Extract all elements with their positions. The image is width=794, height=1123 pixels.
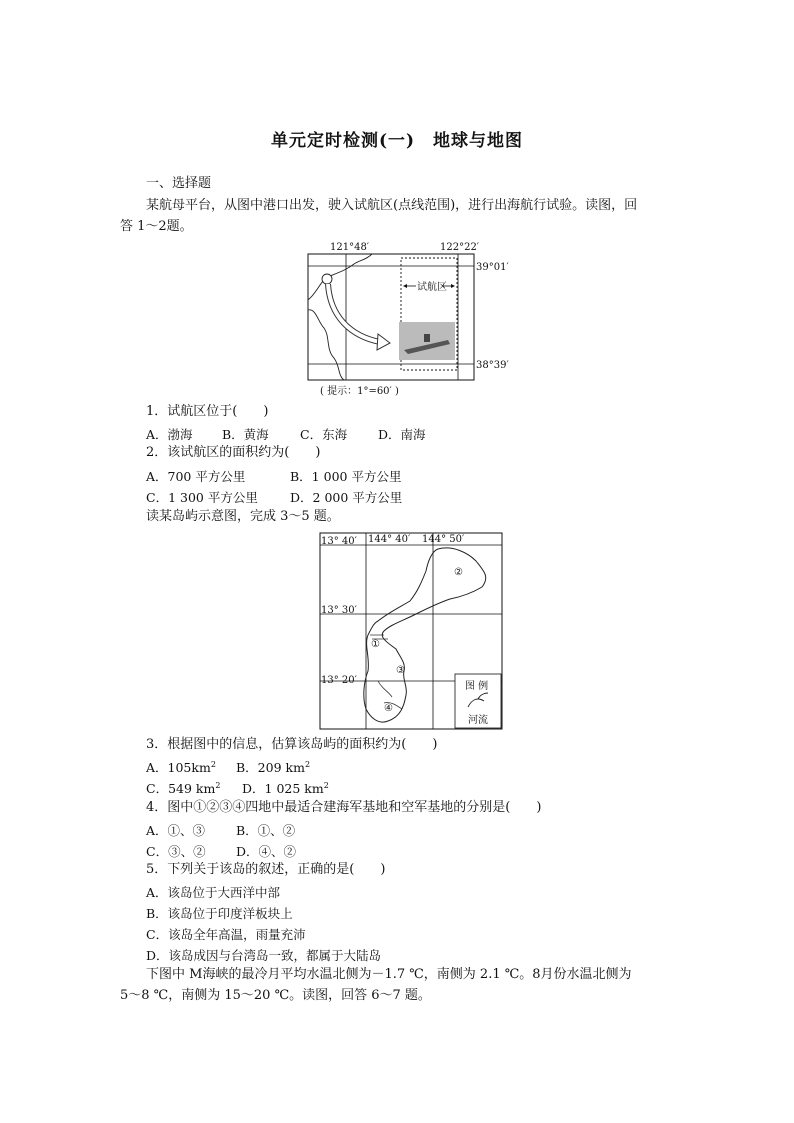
page-title: 单元定时检测(一) 地球与地图	[270, 131, 524, 151]
option-4c[interactable]: C．③、②	[146, 844, 206, 859]
lon-label-left: 121°48′	[330, 242, 370, 253]
option-4a[interactable]: A．①、③	[146, 823, 206, 838]
option-1d[interactable]: D．南海	[378, 427, 426, 442]
lat-label-top: 39°01′	[476, 262, 509, 273]
question-4: 4．图中①②③④四地中最适合建海军基地和空军基地的分别是( )	[146, 800, 542, 815]
section-heading: 一、选择题	[146, 176, 212, 191]
option-4d[interactable]: D．④、②	[236, 844, 297, 859]
intro-text: 下图中 M海峡的最冷月平均水温北侧为－1.7 ℃，南侧为 2.1 ℃。8月份水温北侧为	[146, 967, 632, 982]
question-3: 3．根据图中的信息，估算该岛屿的面积约为( )	[146, 737, 438, 752]
lat-label-mid: 13° 30′	[321, 605, 357, 616]
point-1: ①	[371, 639, 380, 650]
lat-label-bottom: 38°39′	[476, 360, 509, 371]
option-1c[interactable]: C．东海	[300, 427, 348, 442]
option-3b[interactable]: B．209 $km^2$	[236, 759, 311, 775]
option-4b[interactable]: B．①、②	[236, 823, 296, 838]
island-map	[318, 531, 504, 731]
lat-label-top: 13° 40′	[321, 536, 357, 547]
option-2d[interactable]: D．2 000 平方公里	[290, 490, 403, 505]
lon-label-right: 122°22′	[440, 242, 480, 253]
legend-title: 图 例	[465, 681, 489, 692]
question-5: 5．下列关于该岛的叙述，正确的是( )	[146, 862, 386, 877]
option-5b[interactable]: B．该岛位于印度洋板块上	[146, 906, 293, 921]
lon-label-right: 144° 50′	[422, 534, 465, 545]
option-2b[interactable]: B．1 000 平方公里	[290, 469, 402, 484]
option-1b[interactable]: B．黄海	[222, 427, 269, 442]
option-1a[interactable]: A．渤海	[146, 427, 193, 442]
port-marker	[322, 274, 332, 284]
option-3a[interactable]: A．$105km^2$	[146, 759, 216, 775]
intro-text: 某航母平台，从图中港口出发，驶入试航区(点线范围)，进行出海航行试验。读图，回	[146, 198, 638, 213]
question-2: 2．该试航区的面积约为( )	[146, 445, 321, 460]
option-5c[interactable]: C．该岛全年高温，雨量充沛	[146, 927, 306, 942]
lat-label-bottom: 13° 20′	[321, 675, 357, 686]
lon-label-left: 144° 40′	[368, 534, 411, 545]
point-2: ②	[454, 567, 463, 578]
option-5d[interactable]: D．该岛成因与台湾岛一致，都属于大陆岛	[146, 948, 382, 963]
point-4: ④	[384, 703, 393, 714]
option-3d[interactable]: D．1 025 $km^2$	[242, 780, 329, 796]
option-2a[interactable]: A．700 平方公里	[146, 469, 246, 484]
question-1: 1．试航区位于( )	[146, 404, 269, 419]
option-3c[interactable]: C．549 $km^2$	[146, 780, 221, 796]
intro-text: 5～8 ℃，南侧为 15～20 ℃。读图，回答 6～7 题。	[120, 988, 431, 1003]
legend-item: 河流	[468, 715, 488, 726]
option-5a[interactable]: A．该岛位于大西洋中部	[146, 885, 281, 900]
option-2c[interactable]: C．1 300 平方公里	[146, 490, 258, 505]
zone-label: 试航区	[417, 282, 447, 293]
map-hint: ( 提示：1°=60′ )	[320, 386, 399, 397]
intro-text: 读某岛屿示意图，完成 3～5 题。	[146, 509, 340, 524]
intro-text: 答 1～2题。	[120, 219, 193, 234]
point-3: ③	[396, 665, 405, 676]
trial-zone-map	[300, 236, 530, 402]
